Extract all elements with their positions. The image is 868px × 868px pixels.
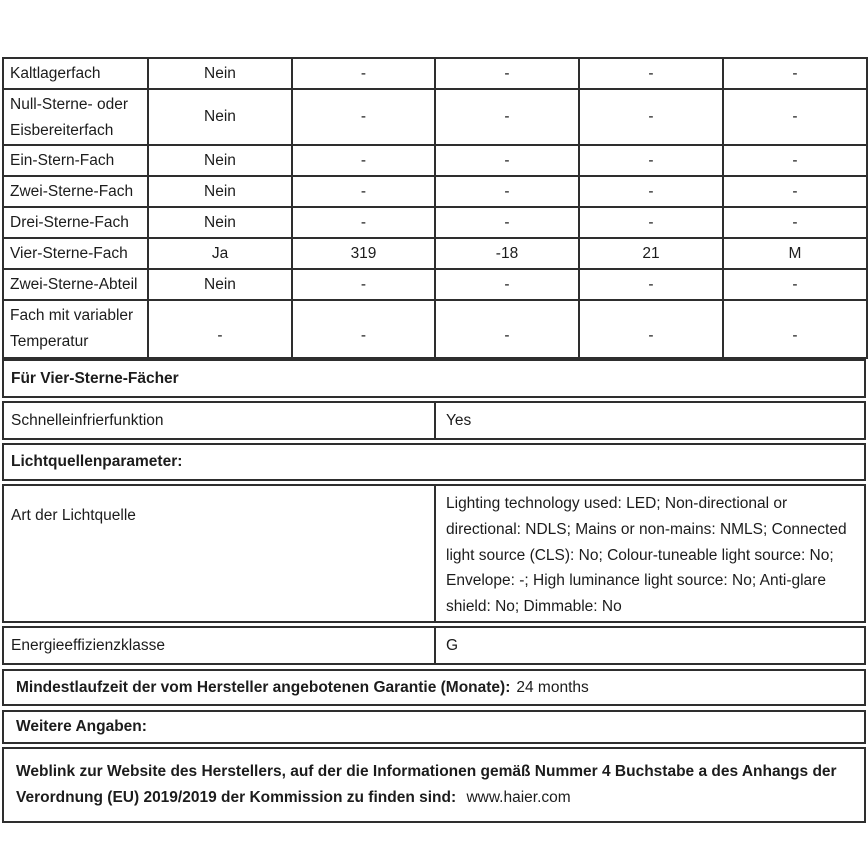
row-value: - bbox=[579, 58, 723, 89]
row-value: - bbox=[579, 269, 723, 300]
row-value: 319 bbox=[292, 238, 435, 269]
row-value: - bbox=[723, 300, 867, 358]
section-header-label: Weitere Angaben: bbox=[16, 718, 147, 735]
row-value: - bbox=[579, 207, 723, 238]
product-datasheet bbox=[2, 57, 866, 823]
row-value: - bbox=[723, 207, 867, 238]
compartment-table bbox=[2, 57, 868, 359]
section-header-label: Lichtquellenparameter: bbox=[11, 453, 183, 470]
row-value: M bbox=[723, 238, 867, 269]
row-value: - bbox=[723, 145, 867, 176]
row-value: 21 bbox=[579, 238, 723, 269]
fast-freeze-label: Schnelleinfrierfunktion bbox=[4, 403, 436, 438]
row-label: Ein-Stern-Fach bbox=[3, 145, 148, 176]
row-label: Fach mit variabler Temperatur bbox=[3, 300, 148, 358]
section-header-light-params bbox=[2, 443, 866, 481]
row-value: Nein bbox=[148, 176, 292, 207]
weblink-row bbox=[2, 747, 866, 823]
row-label: Null-Sterne- oder Eisbereiterfach bbox=[3, 89, 148, 145]
warranty-label: Mindestlaufzeit der vom Hersteller angebotenen Garantie (Monate): bbox=[16, 678, 511, 696]
row-label: Kaltlagerfach bbox=[3, 58, 148, 89]
energy-class-value: G bbox=[446, 636, 459, 654]
fast-freeze-value: Yes bbox=[446, 411, 472, 429]
row-value: Nein bbox=[148, 269, 292, 300]
table-row bbox=[3, 176, 867, 207]
row-value: - bbox=[579, 300, 723, 358]
warranty-row bbox=[2, 669, 866, 706]
row-label: Drei-Sterne-Fach bbox=[3, 207, 148, 238]
section-header-four-star bbox=[2, 359, 866, 398]
light-source-value: Lighting technology used: LED; Non-directional or directional: NDLS; Mains or non-mains: NMLS; Connected light source (CLS): No; Colour-tuneable light source: No; Envelope: -; High luminance light source: No; Anti-glare shield: No; Dimmable: No bbox=[446, 495, 847, 616]
row-value: - bbox=[435, 145, 579, 176]
row-label: Zwei-Sterne-Fach bbox=[3, 176, 148, 207]
warranty-value: 24 months bbox=[516, 678, 589, 696]
light-source-row bbox=[2, 484, 866, 623]
energy-class-label: Energieeffizienzklasse bbox=[4, 628, 436, 663]
row-value: - bbox=[292, 207, 435, 238]
row-value: - bbox=[435, 89, 579, 145]
row-value: Ja bbox=[148, 238, 292, 269]
weblink-url: www.haier.com bbox=[466, 789, 571, 806]
row-value: - bbox=[435, 207, 579, 238]
row-value: - bbox=[292, 176, 435, 207]
row-value: - bbox=[292, 58, 435, 89]
row-value: - bbox=[579, 145, 723, 176]
energy-class-row bbox=[2, 626, 866, 665]
row-value: Nein bbox=[148, 145, 292, 176]
row-value: Nein bbox=[148, 89, 292, 145]
fast-freeze-row bbox=[2, 401, 866, 440]
row-value: Nein bbox=[148, 58, 292, 89]
table-row bbox=[3, 89, 867, 145]
section-header-label: Für Vier-Sterne-Fächer bbox=[11, 369, 179, 387]
row-value: - bbox=[292, 300, 435, 358]
light-source-label: Art der Lichtquelle bbox=[4, 486, 436, 621]
row-value: Nein bbox=[148, 207, 292, 238]
row-label: Zwei-Sterne-Abteil bbox=[3, 269, 148, 300]
row-value: - bbox=[435, 300, 579, 358]
row-value: - bbox=[292, 145, 435, 176]
table-row bbox=[3, 207, 867, 238]
row-value: - bbox=[579, 89, 723, 145]
row-value: - bbox=[435, 269, 579, 300]
row-value: - bbox=[292, 89, 435, 145]
table-row bbox=[3, 269, 867, 300]
table-row bbox=[3, 145, 867, 176]
table-row bbox=[3, 238, 867, 269]
table-row bbox=[3, 300, 867, 358]
row-value: - bbox=[148, 300, 292, 358]
row-value: - bbox=[435, 176, 579, 207]
row-value: - bbox=[723, 58, 867, 89]
row-value: - bbox=[723, 269, 867, 300]
row-label: Vier-Sterne-Fach bbox=[3, 238, 148, 269]
row-value: -18 bbox=[435, 238, 579, 269]
section-header-more-info bbox=[2, 710, 866, 744]
row-value: - bbox=[435, 58, 579, 89]
table-row bbox=[3, 58, 867, 89]
row-value: - bbox=[723, 89, 867, 145]
row-value: - bbox=[579, 176, 723, 207]
row-value: - bbox=[723, 176, 867, 207]
weblink-label: Weblink zur Website des Herstellers, auf der die Informationen gemäß Nummer 4 Buchstabe a des Anhangs der Verordnung (EU) 2019/2019 der Kommission zu finden sind: bbox=[16, 763, 837, 806]
row-value: - bbox=[292, 269, 435, 300]
